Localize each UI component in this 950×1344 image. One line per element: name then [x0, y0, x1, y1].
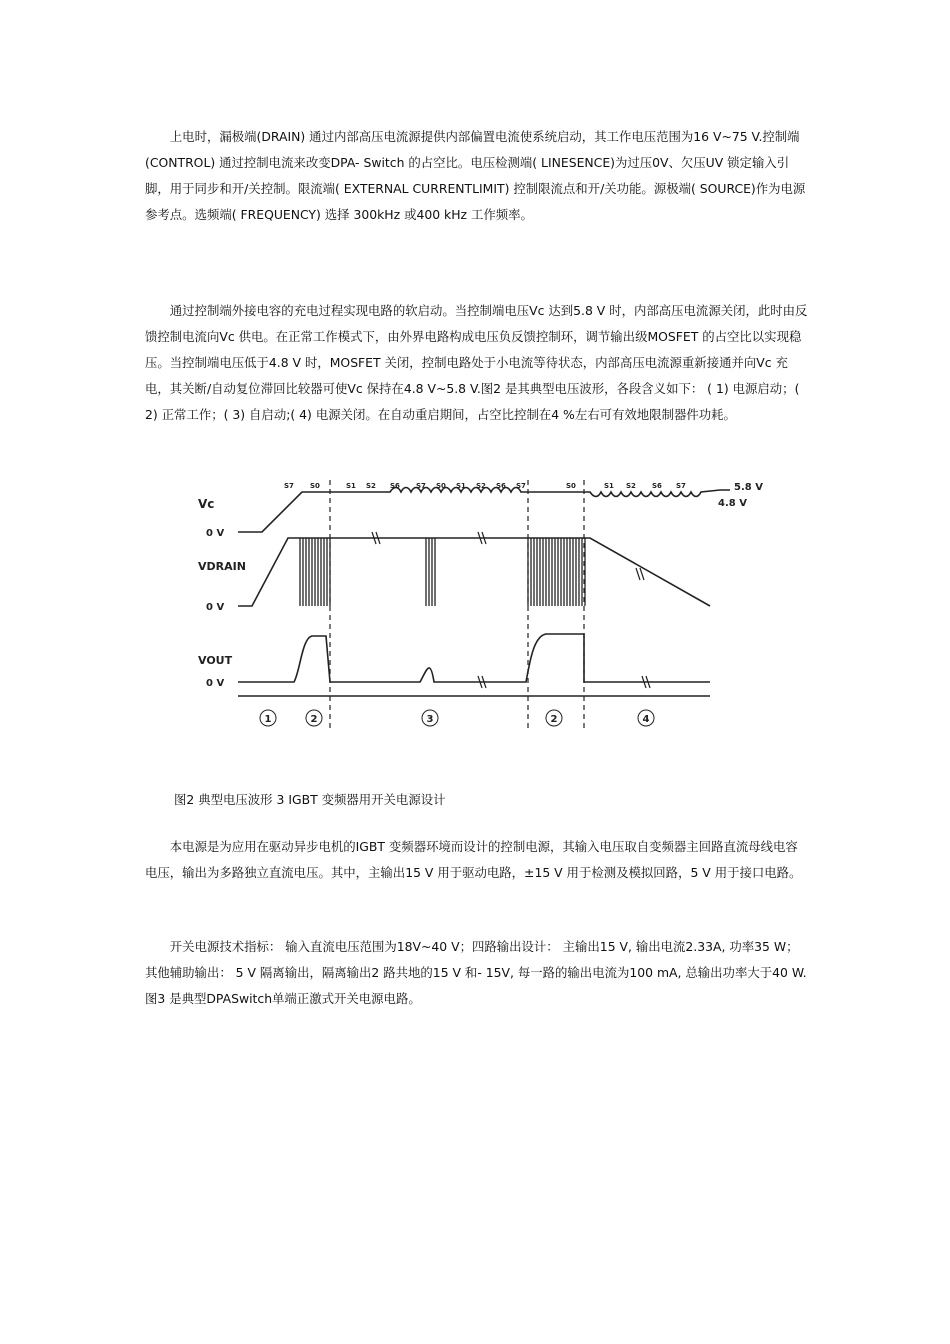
state-label: S7 — [416, 482, 426, 490]
state-label: S6 — [652, 482, 662, 490]
break-marks — [372, 532, 650, 688]
voltage-waveform-figure — [190, 460, 770, 760]
phase-label: 2 — [550, 714, 558, 725]
paragraph-pin-functions: 上电时，漏极端(DRAIN) 通过内部高压电流源提供内部偏置电流使系统启动，其工作电压范围为16 V~75 V.控制端(CONTROL) 通过控制电流来改变DPA- Switch 的占空比。电压检测端( LINESENCE)为过压0V、欠压UV 锁定输入引脚，用于同步和开/关控制。限流端( EXTERNAL CURRENTLIMIT) 控制限流点和开/关功能。源极端( SOURCE)作为电源参考点。选频端( FREQUENCY) 选择 300kHz 或400 kHz 工作频率。 — [145, 129, 806, 222]
level-label-5-8v: 5.8 V — [734, 482, 763, 493]
state-label: S1 — [456, 482, 466, 490]
state-label: S7 — [676, 482, 686, 490]
phase-label: 1 — [264, 714, 272, 725]
drain-switching-bursts — [300, 538, 585, 606]
phase-markers — [260, 710, 654, 726]
state-label: S7 — [284, 482, 294, 490]
state-label: S1 — [346, 482, 356, 490]
state-label: S7 — [516, 482, 526, 490]
state-label: S0 — [310, 482, 320, 490]
figure-caption: 图2 典型电压波形 3 IGBT 变频器用开关电源设计 — [174, 792, 446, 807]
zero-label-vc: 0 V — [206, 528, 225, 539]
paragraph-specifications: 开关电源技术指标： 输入直流电压范围为18V~40 V；四路输出设计： 主输出15 V, 输出电流2.33A, 功率35 W；其他辅助输出： 5 V 隔离输出，隔离输出2 路共地的15 V 和- 15V, 每一路的输出电流为100 mA, 总输出功率大于40 W.图3 是典型DPASwitch单端正激式开关电源电路。 — [145, 939, 807, 1006]
phase-label: 3 — [426, 714, 434, 725]
state-label: S0 — [436, 482, 446, 490]
state-label: S2 — [476, 482, 486, 490]
state-label: S6 — [390, 482, 400, 490]
state-label: S2 — [626, 482, 636, 490]
state-label: S0 — [566, 482, 576, 490]
zero-label-vdrain: 0 V — [206, 602, 225, 613]
waveform-diagram — [190, 460, 770, 760]
phase-label: 4 — [642, 714, 650, 725]
state-labels — [284, 482, 686, 490]
state-label: S2 — [366, 482, 376, 490]
signal-label-vdrain: VDRAIN — [198, 560, 246, 573]
paragraph-soft-start: 通过控制端外接电容的充电过程实现电路的软启动。当控制端电压Vc 达到5.8 V 时，内部高压电流源关闭，此时由反馈控制电流向Vc 供电。在正常工作模式下，由外界电路构成电压负反馈控制环，调节输出级MOSFET 的占空比以实现稳压。当控制端电压低于4.8 V 时，MOSFET 关闭，控制电路处于小电流等待状态，内部高压电流源重新接通并向Vc 充电，其关断/自动复位滞回比较器可使Vc 保持在4.8 V~5.8 V.图2 是其典型电压波形，各段含义如下： ( 1) 电源启动；( 2) 正常工作；( 3) 自启动;( 4) 电源关闭。在自动重启期间，占空比控制在4 %左右可有效地限制器件功耗。 — [145, 303, 808, 422]
state-label: S1 — [604, 482, 614, 490]
signal-label-vout: VOUT — [198, 654, 233, 667]
level-label-4-8v: 4.8 V — [718, 498, 747, 509]
signal-label-vc: Vc — [198, 497, 215, 511]
vc-waveform — [238, 488, 730, 533]
zero-label-vout: 0 V — [206, 678, 225, 689]
phase-label: 2 — [310, 714, 318, 725]
paragraph-power-supply-intro: 本电源是为应用在驱动异步电机的IGBT 变频器环境而设计的控制电源，其输入电压取自变频器主回路直流母线电容电压，输出为多路独立直流电压。其中，主输出15 V 用于驱动电路，±15 V 用于检测及模拟回路，5 V 用于接口电路。 — [145, 839, 802, 880]
state-label: S6 — [496, 482, 506, 490]
vout-waveform — [238, 634, 710, 682]
